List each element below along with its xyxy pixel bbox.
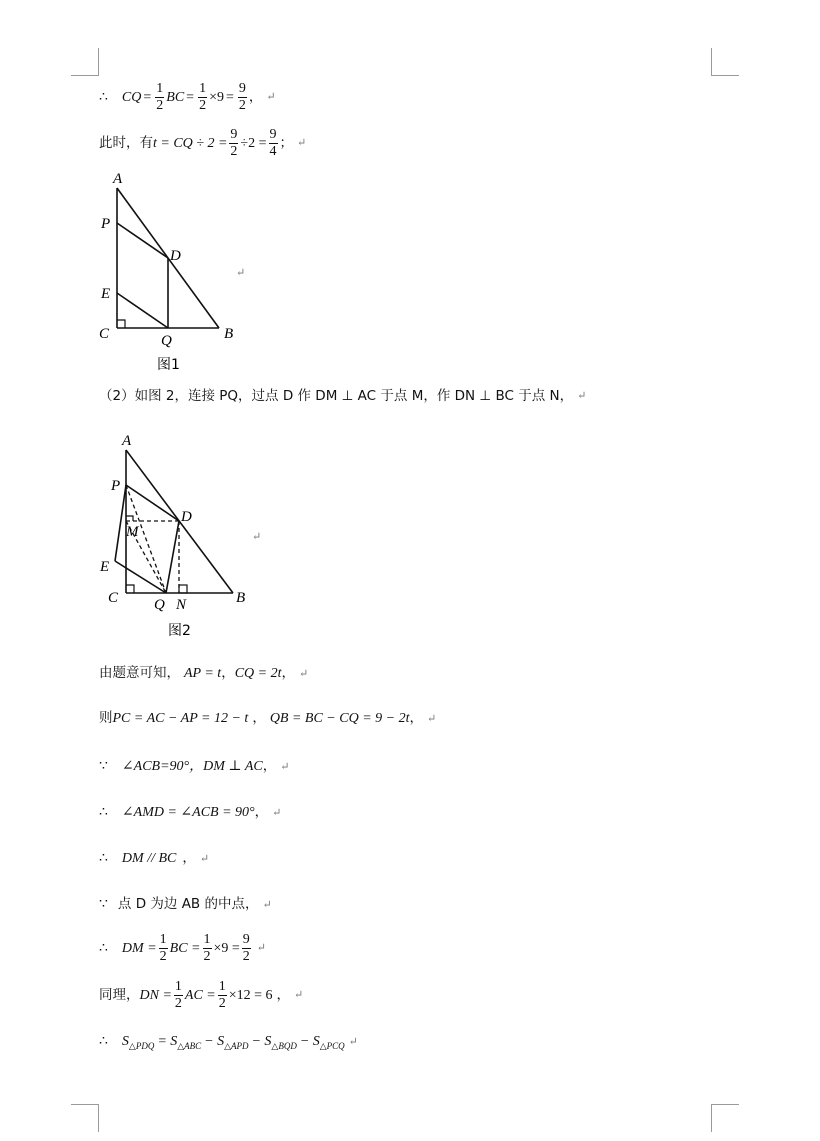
- fraction: $\frac{1}{2}$: [203, 932, 211, 964]
- instruction-line: （2）如图 2，连接 PQ，过点 D 作 DM ⊥ AC 于点 M，作 DN ⊥ BC 于点 N， ↵: [99, 388, 587, 404]
- paragraph-mark: ↵: [262, 898, 272, 911]
- known-values-line: 由题意可知， AP = t ， CQ = 2t ， ↵: [99, 665, 309, 682]
- page-corner-top-left: [71, 48, 99, 76]
- vertex-label-m: M: [126, 524, 139, 540]
- dm-value-line: ∴ DM = $\frac{1}{2}$ BC = $\frac{1}{2}$ ×9 = $\frac{9}{2}$ ↵: [99, 932, 267, 964]
- math-term: DN =: [139, 987, 172, 1003]
- math-term: BC: [166, 89, 185, 105]
- therefore-symbol: ∴: [99, 940, 108, 956]
- fraction: $\frac{9}{4}$: [269, 127, 277, 159]
- paragraph-mark: ↵: [294, 989, 304, 1001]
- vertex-label-d: D: [181, 509, 192, 525]
- figure-2-caption: 图2: [168, 623, 191, 639]
- math-term: CQ = 2t: [234, 666, 282, 681]
- pc-qb-line: 则 PC = AC − AP = 12 − t ， QB = BC − CQ = 9 − 2t ， ↵: [99, 710, 437, 727]
- fraction: $\frac{9}{2}$: [238, 81, 246, 113]
- fraction: $\frac{1}{2}$: [156, 81, 164, 113]
- dn-value-line: 同理， DN = $\frac{1}{2}$ AC = $\frac{1}{2}$ ×12 = 6 ， ↵: [99, 979, 304, 1011]
- area-decomposition-line: ∴ S △PDQ = S △ABC − S △APD − S △BQD − S △PCQ ↵: [99, 1034, 358, 1051]
- math-term: t = CQ ÷ 2 =: [153, 135, 228, 151]
- math-term: ×9: [209, 89, 224, 105]
- paragraph-mark: ↵: [297, 137, 307, 149]
- vertex-label-c: C: [108, 590, 119, 606]
- therefore-symbol: ∴: [99, 1034, 108, 1049]
- vertex-label-a: A: [113, 171, 123, 187]
- math-term: PC = AC − AP = 12 − t: [112, 711, 249, 726]
- because-symbol: ∵: [99, 897, 108, 912]
- math-term: DM // BC: [121, 851, 177, 866]
- fraction: $\frac{9}{2}$: [230, 127, 238, 159]
- paragraph-mark: ↵: [298, 667, 309, 680]
- page-corner-top-right: [711, 48, 739, 76]
- fraction: $\frac{1}{2}$: [159, 932, 167, 964]
- paragraph-mark: ↵: [272, 806, 282, 819]
- fraction: $\frac{1}{2}$: [199, 81, 207, 113]
- therefore-symbol: ∴: [99, 851, 108, 866]
- vertex-label-q: Q: [154, 597, 165, 613]
- vertex-label-b: B: [224, 326, 234, 342]
- fraction: $\frac{9}{2}$: [242, 932, 250, 964]
- fraction: $\frac{1}{2}$: [218, 979, 226, 1011]
- math-term: CQ: [121, 89, 142, 105]
- midpoint-line: ∵ 点 D 为边 AB 的中点， ↵: [99, 896, 272, 913]
- paragraph-mark: ↵: [256, 942, 267, 954]
- vertex-label-p: P: [101, 216, 111, 232]
- paragraph-mark: ↵: [280, 760, 290, 773]
- equation-line-t: 此时，有 t = CQ ÷ 2 = $\frac{9}{2}$ ÷2 = $\frac{9}{4}$ ； ↵: [99, 127, 307, 159]
- math-term: QB = BC − CQ = 9 − 2t: [269, 711, 410, 726]
- math-term: AC =: [184, 987, 216, 1003]
- vertex-label-q: Q: [161, 333, 172, 349]
- therefore-symbol: ∴: [99, 805, 108, 820]
- figure-2-diagram: [95, 428, 265, 643]
- paragraph-mark: ↵: [577, 390, 587, 403]
- vertex-label-d: D: [170, 248, 181, 264]
- math-term: ∠AMD = ∠ACB = 90°: [121, 805, 255, 820]
- therefore-angle-line: ∴ ∠AMD = ∠ACB = 90° ， ↵: [99, 804, 282, 821]
- paragraph-mark: ↵: [252, 531, 262, 543]
- vertex-label-p: P: [111, 478, 121, 494]
- paragraph-mark: ↵: [427, 712, 437, 725]
- paragraph-mark: ↵: [236, 267, 246, 279]
- therefore-symbol: ∴: [99, 89, 108, 105]
- math-term: AP = t: [184, 666, 222, 681]
- parallel-line: ∴ DM // BC ， ↵: [99, 850, 210, 867]
- vertex-label-a: A: [122, 433, 132, 449]
- because-symbol: ∵: [99, 759, 108, 774]
- math-term: DM =: [121, 940, 157, 956]
- paragraph-mark: ↵: [266, 91, 276, 103]
- equation-line-cq: ∴ CQ = $\frac{1}{2}$ BC = $\frac{1}{2}$ ×9 = $\frac{9}{2}$ ， ↵: [99, 81, 276, 113]
- vertex-label-b: B: [236, 590, 246, 606]
- vertex-label-c: C: [99, 326, 110, 342]
- page-corner-bottom-right: [711, 1104, 739, 1132]
- because-angle-line: ∵ ∠ACB=90°，DM ⊥ AC ， ↵: [99, 758, 290, 775]
- math-term: ∠ACB=90°，DM ⊥ AC: [121, 759, 263, 774]
- paragraph-mark: ↵: [199, 852, 210, 865]
- math-term: BC =: [169, 940, 201, 956]
- vertex-label-e: E: [100, 559, 110, 575]
- vertex-label-n: N: [176, 597, 187, 613]
- fraction: $\frac{1}{2}$: [174, 979, 182, 1011]
- figure-1-caption: 图1: [157, 357, 180, 373]
- page-corner-bottom-left: [71, 1104, 99, 1132]
- vertex-label-e: E: [101, 286, 111, 302]
- paragraph-mark: ↵: [348, 1035, 358, 1048]
